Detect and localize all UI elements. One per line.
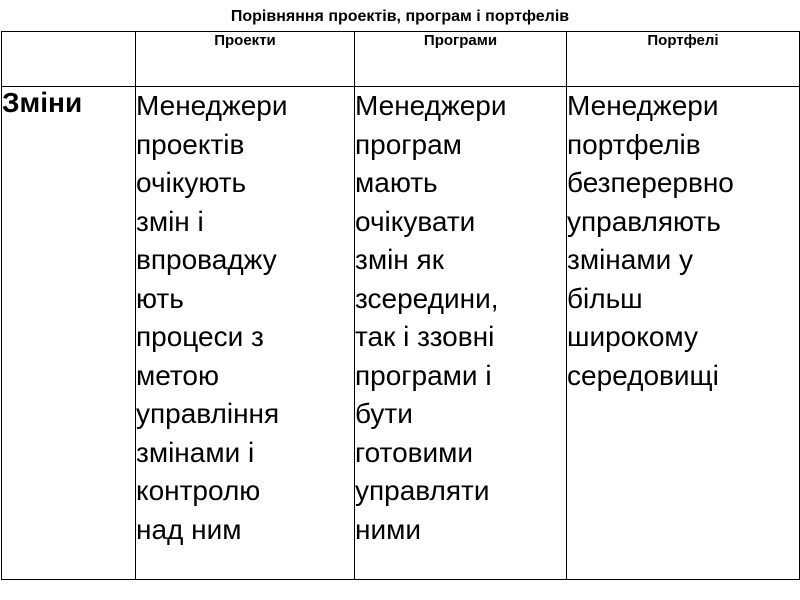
table-row [2, 87, 800, 580]
column-header-portfolios: Портфелі [567, 32, 800, 87]
cell-projects-changes [136, 87, 355, 580]
cell-programs-changes [355, 87, 567, 580]
comparison-table [1, 31, 800, 580]
cell-portfolios-changes [567, 87, 800, 580]
cell-text: Менеджери проектів очікують змін і впроваджу ють процеси з метою управління змінами і контролю над ним [136, 90, 288, 545]
column-header-projects: Проекти [136, 32, 355, 87]
table-header-row [2, 32, 800, 87]
table-corner-cell [2, 32, 136, 87]
page-title: Порівняння проектів, програм і портфелів [230, 8, 570, 25]
row-label-changes: Зміни [2, 87, 136, 580]
column-header-programs: Програми [355, 32, 567, 87]
cell-text: Менеджери портфелів безперервно управляють змінами у більш широкому середовищі [567, 90, 734, 391]
cell-text: Менеджери програм мають очікувати змін як зсередини, так і ззовні програми і бути готовими управляти ними [355, 90, 507, 545]
